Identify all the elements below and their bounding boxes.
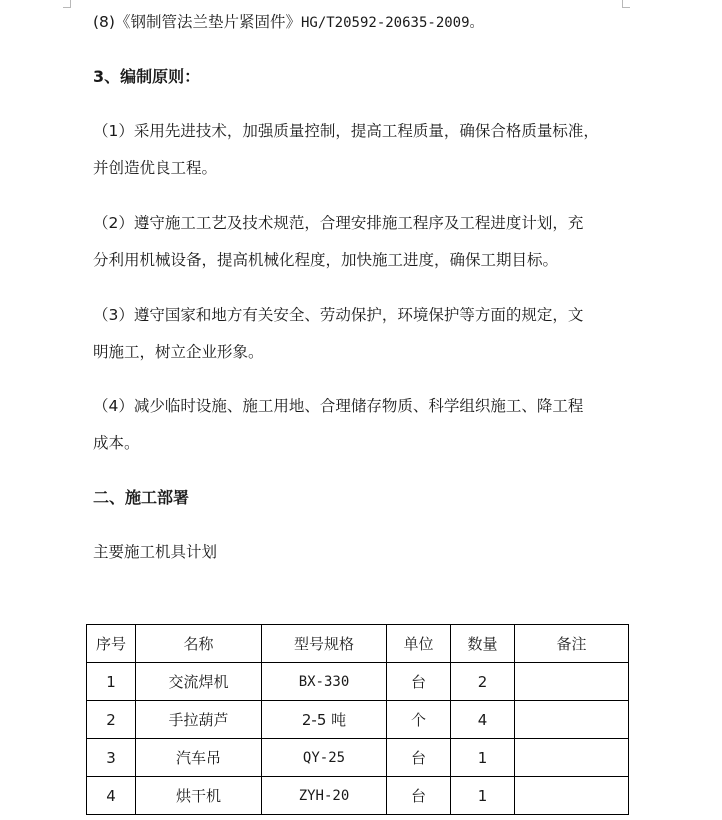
principle-3-line-1: （3）遵守国家和地方有关安全、劳动保护，环境保护等方面的规定，文 [93,306,584,324]
cell-unit: 台 [387,739,451,777]
principle-2-line-2: 分利用机械设备，提高机械化程度，加快施工进度，确保工期目标。 [93,251,559,269]
cell-index: 2 [87,701,136,739]
table-row [87,777,629,815]
reference-item-title: (8)《钢制管法兰垫片紧固件》 [93,13,301,31]
page-corner-mark-left-h [63,7,71,8]
cell-name: 交流焊机 [136,663,262,701]
cell-remarks [515,663,629,701]
cell-name: 手拉葫芦 [136,701,262,739]
header-model: 型号规格 [262,625,387,663]
cell-index: 3 [87,739,136,777]
header-remarks: 备注 [515,625,629,663]
cell-model: 2-5 吨 [262,701,387,739]
table-row [87,739,629,777]
page-corner-mark-right-h [622,7,630,8]
cell-index: 1 [87,663,136,701]
cell-remarks [515,739,629,777]
reference-item-8 [93,12,633,33]
equipment-table [86,624,629,815]
header-name: 名称 [136,625,262,663]
cell-index: 4 [87,777,136,815]
cell-quantity: 2 [451,663,515,701]
principle-3-line-2: 明施工，树立企业形象。 [93,343,264,361]
cell-quantity: 1 [451,739,515,777]
cell-quantity: 1 [451,777,515,815]
cell-model: BX-330 [262,663,387,701]
cell-remarks [515,701,629,739]
header-unit: 单位 [387,625,451,663]
table-caption: 主要施工机具计划 [93,543,218,561]
cell-unit: 台 [387,777,451,815]
header-index: 序号 [87,625,136,663]
chapter-2-heading: 二、施工部署 [93,488,190,507]
cell-quantity: 4 [451,701,515,739]
table-header-row [87,625,629,663]
cell-unit: 台 [387,663,451,701]
cell-unit: 个 [387,701,451,739]
header-quantity: 数量 [451,625,515,663]
cell-name: 汽车吊 [136,739,262,777]
principle-1-line-1: （1）采用先进技术，加强质量控制，提高工程质量，确保合格质量标准， [93,122,599,140]
section-3-heading: 3、编制原则： [93,67,201,86]
principle-2-line-1: （2）遵守施工工艺及技术规范，合理安排施工程序及工程进度计划，充 [93,214,584,232]
table-row [87,701,629,739]
cell-remarks [515,777,629,815]
principle-1-line-2: 并创造优良工程。 [93,159,218,177]
reference-item-code: HG/T20592-20635-2009。 [300,15,484,31]
cell-model: ZYH-20 [262,777,387,815]
cell-name: 烘干机 [136,777,262,815]
principle-4-line-1: （4）减少临时设施、施工用地、合理储存物质、科学组织施工、降工程 [93,397,584,415]
principle-4-line-2: 成本。 [93,434,140,452]
table-row [87,663,629,701]
cell-model: QY-25 [262,739,387,777]
